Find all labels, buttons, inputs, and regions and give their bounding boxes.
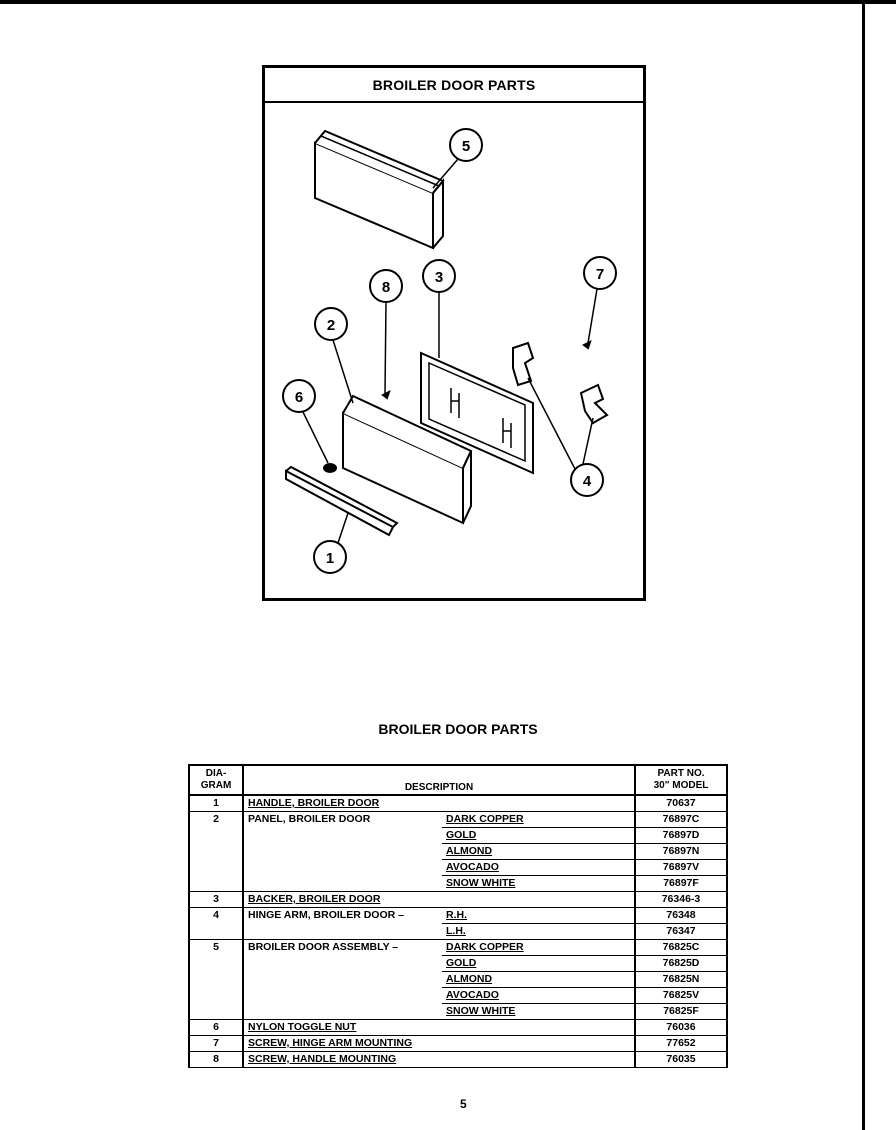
part-description: NYLON TOGGLE NUT: [243, 1020, 442, 1036]
part-description: [243, 1004, 442, 1020]
part-variant: GOLD: [442, 828, 635, 844]
part-variant: R.H.: [442, 908, 635, 924]
diagram-number: [189, 972, 243, 988]
svg-text:1: 1: [325, 550, 335, 567]
table-row: [189, 908, 727, 924]
diagram-number: [189, 876, 243, 892]
table-row: [189, 892, 727, 908]
part-number: 76035: [635, 1052, 727, 1068]
callout-3: [423, 260, 455, 292]
part-variant: [442, 892, 635, 908]
part-description: [243, 844, 442, 860]
part-variant: [442, 1052, 635, 1068]
callout-5: [450, 129, 482, 161]
part-number: 76825D: [635, 956, 727, 972]
part-6-toggle-nut: [324, 464, 336, 472]
header-diagram: DIA- GRAM: [189, 765, 243, 795]
svg-text:6: 6: [294, 389, 304, 406]
part-variant: SNOW WHITE: [442, 876, 635, 892]
part-description: BACKER, BROILER DOOR: [243, 892, 442, 908]
diagram-number: 5: [189, 940, 243, 956]
svg-text:5: 5: [461, 138, 471, 155]
part-variant: GOLD: [442, 956, 635, 972]
part-variant: [442, 795, 635, 812]
scan-edge-right: [862, 0, 865, 1130]
callout-6: [283, 380, 315, 412]
part-variant: ALMOND: [442, 844, 635, 860]
part-description: SCREW, HINGE ARM MOUNTING: [243, 1036, 442, 1052]
part-description: [243, 988, 442, 1004]
diagram-number: 3: [189, 892, 243, 908]
diagram-frame: [262, 65, 646, 601]
diagram-number: [189, 844, 243, 860]
table-row: [189, 1052, 727, 1068]
part-number: 77652: [635, 1036, 727, 1052]
part-variant: AVOCADO: [442, 860, 635, 876]
diagram-number: [189, 988, 243, 1004]
part-description: [243, 956, 442, 972]
table-row: [189, 988, 727, 1004]
part-description: SCREW, HANDLE MOUNTING: [243, 1052, 442, 1068]
part-description: PANEL, BROILER DOOR: [248, 813, 371, 826]
part-number: 76036: [635, 1020, 727, 1036]
scan-edge-top: [0, 0, 896, 4]
callout-4: [571, 464, 603, 496]
part-description: BROILER DOOR ASSEMBLY –: [248, 941, 399, 954]
table-row: [189, 812, 727, 828]
part-number: 76825F: [635, 1004, 727, 1020]
table-row: [189, 876, 727, 892]
part-variant: ALMOND: [442, 972, 635, 988]
part-description: [243, 876, 442, 892]
part-number: 76825V: [635, 988, 727, 1004]
part-5-door-assembly: [315, 131, 443, 248]
diagram-number: 4: [189, 908, 243, 924]
part-description: [243, 924, 442, 940]
table-row: [189, 844, 727, 860]
diagram-number: [189, 924, 243, 940]
table-row: [189, 795, 727, 812]
parts-table: [188, 764, 728, 1068]
table-row: [189, 924, 727, 940]
table-row: [189, 1004, 727, 1020]
part-number: 76346-3: [635, 892, 727, 908]
table-row: [189, 860, 727, 876]
diagram-number: 1: [189, 795, 243, 812]
svg-text:3: 3: [434, 269, 444, 286]
svg-text:8: 8: [381, 279, 391, 296]
exploded-parts-diagram: [265, 103, 643, 598]
part-variant: [442, 1036, 635, 1052]
svg-text:4: 4: [582, 473, 592, 490]
diagram-number: 7: [189, 1036, 243, 1052]
part-number: 76825C: [635, 940, 727, 956]
callout-8: [370, 270, 402, 302]
diagram-number: [189, 860, 243, 876]
table-row: [189, 956, 727, 972]
part-number: 76897V: [635, 860, 727, 876]
part-description: [243, 828, 442, 844]
part-description: HANDLE, BROILER DOOR: [243, 795, 442, 812]
part-variant: L.H.: [442, 924, 635, 940]
svg-text:2: 2: [326, 317, 336, 334]
header-description: DESCRIPTION: [243, 765, 635, 795]
part-variant: SNOW WHITE: [442, 1004, 635, 1020]
header-part-no: PART NO. 30" MODEL: [635, 765, 727, 795]
part-8-screw: [383, 392, 389, 398]
diagram-number: 6: [189, 1020, 243, 1036]
part-number: 76348: [635, 908, 727, 924]
part-number: 76825N: [635, 972, 727, 988]
diagram-number: [189, 956, 243, 972]
table-header-row: [189, 765, 727, 795]
part-variant: AVOCADO: [442, 988, 635, 1004]
table-row: [189, 940, 727, 956]
table-row: [189, 1020, 727, 1036]
callout-1: [314, 541, 346, 573]
part-number: 76347: [635, 924, 727, 940]
part-description: HINGE ARM, BROILER DOOR –: [248, 909, 404, 922]
table-title: BROILER DOOR PARTS: [378, 721, 538, 737]
part-number: 76897N: [635, 844, 727, 860]
diagram-title: BROILER DOOR PARTS: [265, 68, 643, 103]
page-number: 5: [460, 1097, 467, 1111]
part-variant: [442, 1020, 635, 1036]
callout-2: [315, 308, 347, 340]
callout-7: [584, 257, 616, 289]
part-description: [243, 972, 442, 988]
part-number: 76897C: [635, 812, 727, 828]
svg-text:7: 7: [595, 266, 605, 283]
part-description: [243, 860, 442, 876]
part-number: 70637: [635, 795, 727, 812]
table-row: [189, 828, 727, 844]
diagram-number: 2: [189, 812, 243, 828]
table-row: [189, 972, 727, 988]
diagram-number: 8: [189, 1052, 243, 1068]
diagram-number: [189, 1004, 243, 1020]
part-variant: DARK COPPER: [442, 812, 635, 828]
part-variant: DARK COPPER: [442, 940, 635, 956]
table-row: [189, 1036, 727, 1052]
diagram-number: [189, 828, 243, 844]
part-number: 76897F: [635, 876, 727, 892]
part-7-screw: [584, 342, 590, 348]
part-number: 76897D: [635, 828, 727, 844]
